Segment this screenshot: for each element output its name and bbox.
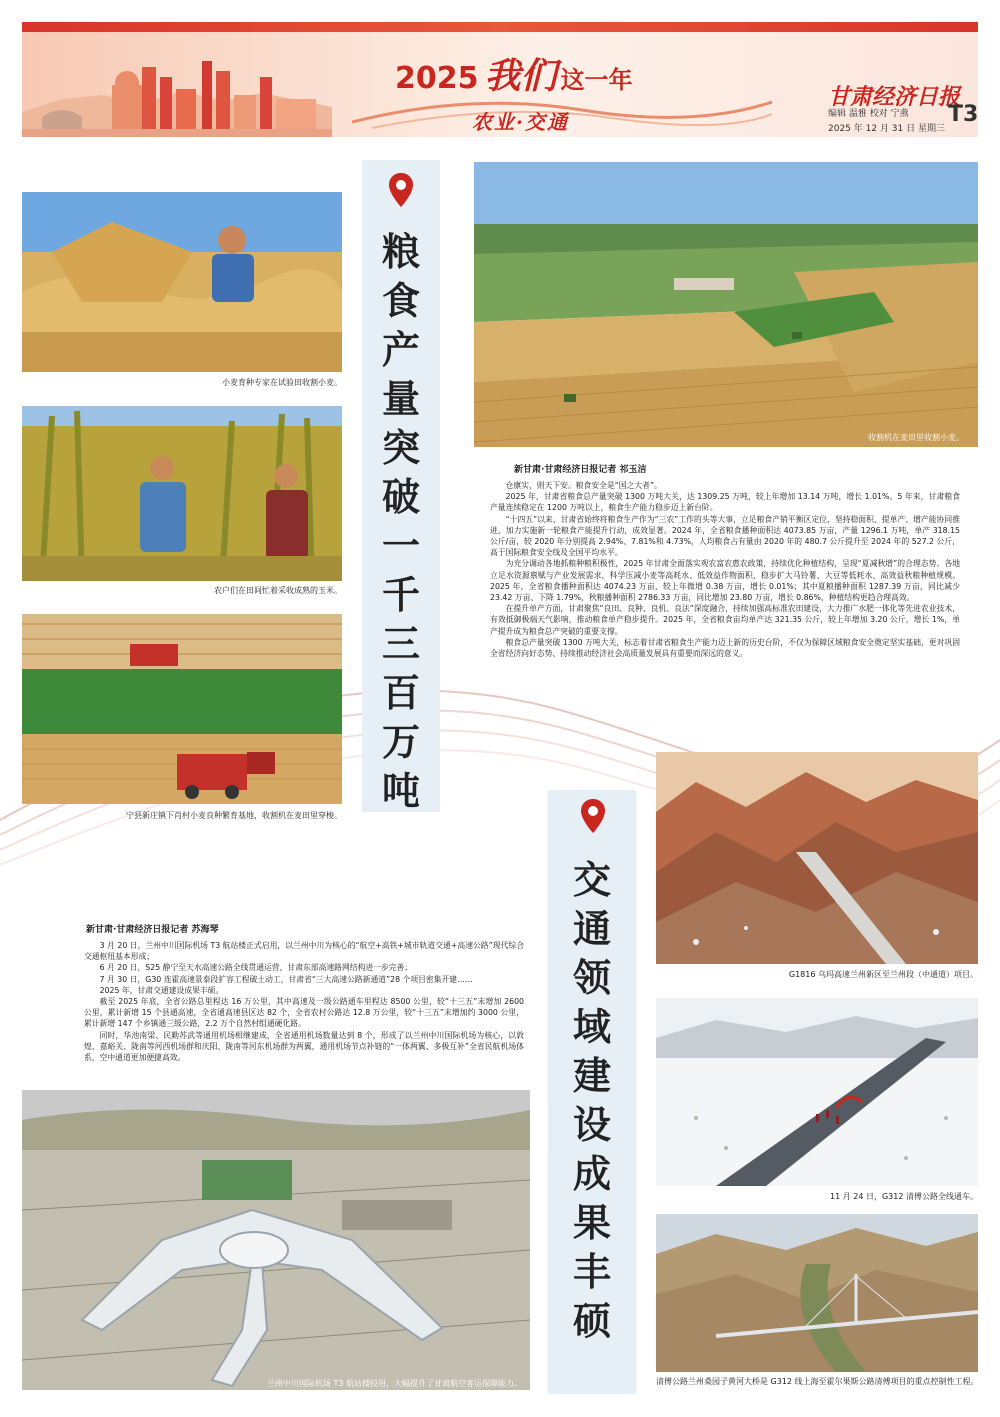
- photo-snowy-highway: [656, 998, 978, 1186]
- transport-headline: 交通领域建设成果丰硕: [572, 858, 611, 1343]
- issue-year: 2025: [395, 61, 479, 96]
- section-name: 农业·交通: [472, 110, 569, 134]
- transport-paragraph: 3 月 20 日，兰州中川国际机场 T3 航站楼正式启用，以兰州中川为核心的“航空+高铁+城市轨道交通+高速公路”现代综合交通枢纽基本形成；: [84, 941, 524, 962]
- agriculture-paragraph: 粮食总产量突破 1300 万吨大关，标志着甘肃省粮食生产能力迈上新的历史台阶，不仅为保障区域粮食安全奠定坚实基础，更对巩固全省经济向好态势、持续推动经济社会高质量发展具有重要而深远的意义。: [490, 637, 960, 659]
- agriculture-paragraph: “十四五”以来，甘肃省始终将粮食生产作为“三农”工作的头等大事，立足粮食产销平衡区定位，坚持稳面积、提单产、增产能协同推进，加力实施新一轮粮食产能提升行动，成效显著。2024 年，全省粮食播种面积达 4073.85 万亩，产量 1296.1 万吨，单产 318.15 公斤/亩，较 2020 年分别提高 2.94%、7.81%和 4.73%，人均粮食占有量由 2020 年的 480.7 公斤提升至 2024 年的 527.2 公斤，高于国际粮食安全线及全国平均水平。: [490, 514, 960, 558]
- transport-headline-column: [548, 790, 636, 1394]
- issue-date: 2025 年 12 月 31 日 星期三: [828, 124, 945, 134]
- masthead: [22, 22, 978, 137]
- agriculture-headline-column: [362, 160, 440, 812]
- agriculture-paragraph: 为充分调动各地抓粮种粮积极性，2025 年甘肃全面落实观农富农惠农政策，持续优化种植结构，呈现“夏减秋增”的合理态势。各地立足水资源禀赋与产业发展需求，科学压减小麦等高耗水、低效益作物面积，稳步扩大马铃薯、大豆等低耗水、高效益秋粮种植规模。2025 年，全省粮食播种面积达 4074.23 万亩，较上年微增 0.38 万亩，增长 0.01%；其中夏粮播种面积 1287.39 万亩，同比减少 23.42 万亩、下降 1.79%，秋粮播种面积 2786.33 万亩，同比增加 23.80 万亩，增长 0.86%，种植结构更趋合理高效。: [490, 559, 960, 603]
- photo-yellow-river-bridge: [656, 1214, 978, 1372]
- caption-harvester-field: 宁县新庄镇下肖村小麦良种繁育基地，收割机在麦田里穿梭。: [126, 811, 342, 820]
- masthead-stripe: [22, 22, 978, 32]
- agriculture-byline: 新甘肃·甘肃经济日报记者 祁玉洁: [514, 465, 647, 475]
- photo-aerial-farmland: [474, 162, 978, 447]
- issue-title: [395, 48, 633, 98]
- city-skyline-illustration: [22, 37, 332, 137]
- transport-paragraph: 2025 年，甘肃交通建设成果丰硕。: [99, 985, 224, 995]
- caption-wheat-breeder: 小麦育种专家在试验田收割小麦。: [222, 378, 342, 387]
- caption-airport-t3: 兰州中川国际机场 T3 航站楼投用，大幅提升了甘肃航空客运保障能力。: [266, 1379, 522, 1388]
- transport-paragraph: 6 月 20 日，S25 静宁至天水高速公路全线贯通运营，甘肃东部高速路网结构进一步完善；: [99, 963, 413, 973]
- photo-harvester-field: [22, 614, 342, 804]
- caption-highway-mountains: G1816 乌玛高速兰州新区至兰州段（中通道）项目。: [788, 970, 978, 979]
- caption-snowy-highway: 11 月 24 日，G312 清傅公路全线通车。: [830, 1192, 978, 1201]
- photo-wheat-breeder: [22, 192, 342, 372]
- transport-paragraph: 同时，华池南梁、民勤苏武等通用机场相继建成，全省通用机场数量达到 8 个，形成了以兰州中川国际机场为核心，以敦煌、嘉峪关、陇南等河西机场群和庆阳、陇南等河东机场群为两翼，通用机场节点补链的“一体两翼、多极互补”全省民航机场体系，空中通道更加便捷高效。: [84, 1030, 524, 1063]
- agriculture-paragraph: 2025 年，甘肃省粮食总产量突破 1300 万吨大关，达 1309.25 万吨，较上年增加 13.14 万吨，增长 1.01%。5 年来，甘肃粮食产量连续稳定在 1200 万吨以上，粮食生产能力稳步迈上新台阶。: [490, 492, 960, 513]
- photo-corn-harvest: [22, 406, 342, 581]
- transport-paragraph: 截至 2025 年底，全省公路总里程达 16 万公里，其中高速及一级公路通车里程达 8500 公里，较“十三五”末增加 2600 公里，累计新增 15 个县通高速，全省通高速县区达 82 个，全省农村公路达 12.8 万公里，较“十三五”末增加约 3000 公里，累计新增 147 个乡镇通三级公路，2.2 万个自然村组通硬化路。: [84, 997, 524, 1029]
- agriculture-paragraph: 仓廪实，则天下安。粮食安全是“国之大者”。: [505, 481, 662, 490]
- photo-airport-t3: [22, 1090, 530, 1390]
- editor-line: 编辑 温雅 校对 宁燕: [828, 109, 909, 119]
- issue-title-sub: 这一年: [560, 66, 633, 94]
- agriculture-paragraph: 在提升单产方面，甘肃聚焦“良田、良种、良机、良法”深度融合，持续加强高标准农田建设，大力推广水肥一体化等先进农业技术，有效抵御极端天气影响，推动粮食单产稳步提升。2025 年，全省粮食亩均单产达 321.35 公斤，较上年增加 3.20 公斤，增长 1%，单产提升成为粮食总产突破的重要支撑。: [490, 604, 960, 636]
- location-pin-icon: [388, 172, 414, 208]
- transport-article: [84, 940, 524, 1063]
- page-number: T3: [948, 102, 978, 127]
- caption-corn-harvest: 农户们在田间忙着采收成熟的玉米。: [214, 586, 342, 595]
- photo-highway-mountains: [656, 752, 978, 964]
- agriculture-headline: 粮食产量突破一千三百万吨: [381, 230, 420, 813]
- issue-title-main: 我们: [484, 55, 557, 97]
- transport-byline: 新甘肃·甘肃经济日报记者 苏海琴: [86, 925, 219, 935]
- caption-aerial-farmland: 收割机在麦田里收割小麦。: [868, 433, 964, 442]
- transport-paragraph: 7 月 30 日，G30 连霍高速景泰段扩容工程破土动工，甘肃省“三大高速公路新通道”28 个项目密集开建……: [99, 974, 473, 984]
- caption-yellow-river-bridge: 清傅公路兰州桑园子黄河大桥是 G312 线上海至霍尔果斯公路清傅项目的重点控制性工程。: [656, 1377, 979, 1386]
- agriculture-article: [490, 480, 960, 659]
- location-pin-icon: [580, 798, 606, 834]
- newspaper-name: 甘肃经济日报: [828, 84, 961, 110]
